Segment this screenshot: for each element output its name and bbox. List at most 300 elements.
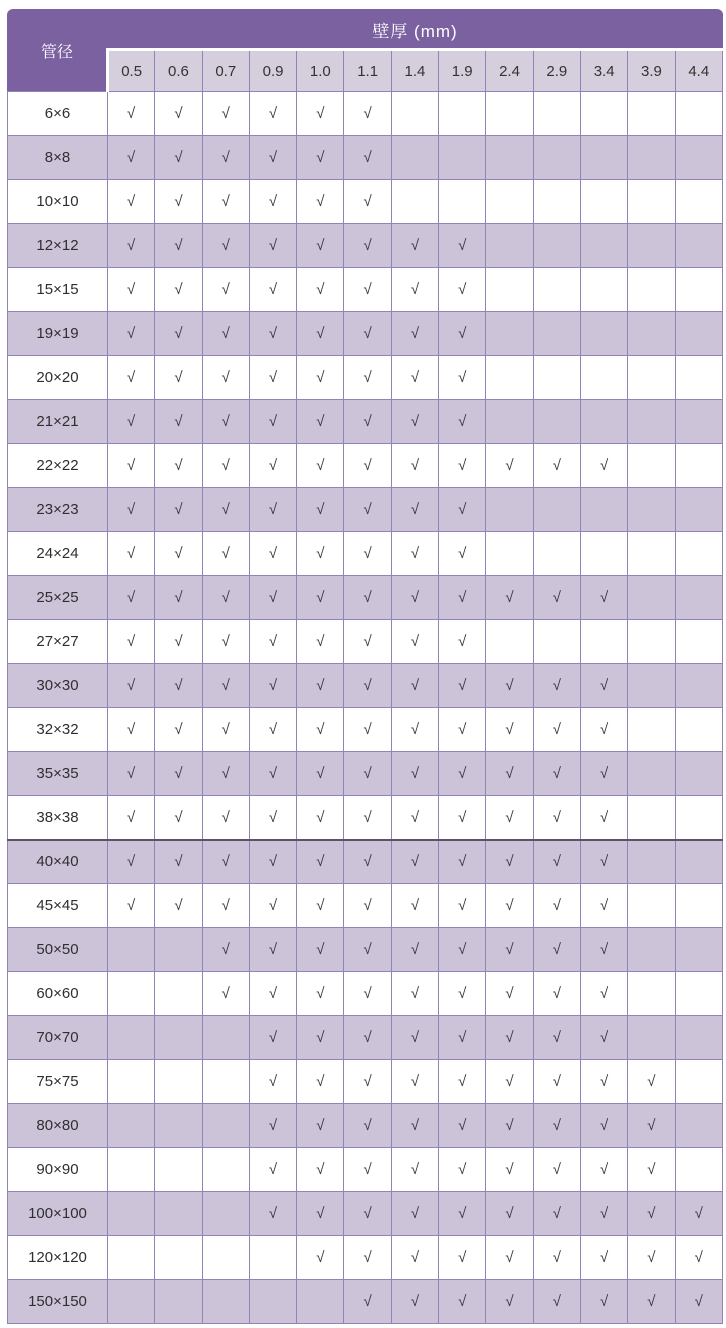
empty-cell xyxy=(391,180,438,224)
empty-cell xyxy=(486,532,533,576)
check-cell: √ xyxy=(580,664,627,708)
check-cell: √ xyxy=(391,752,438,796)
table-row-80x80 xyxy=(8,1104,723,1148)
empty-cell xyxy=(628,532,675,576)
check-cell: √ xyxy=(297,136,344,180)
check-cell: √ xyxy=(297,752,344,796)
check-cell: √ xyxy=(439,928,486,972)
check-cell: √ xyxy=(155,884,202,928)
check-cell: √ xyxy=(155,444,202,488)
check-cell: √ xyxy=(249,488,296,532)
check-cell: √ xyxy=(675,1280,722,1324)
check-cell: √ xyxy=(439,708,486,752)
row-label: 30×30 xyxy=(8,664,108,708)
empty-cell xyxy=(675,444,722,488)
check-cell: √ xyxy=(344,1060,391,1104)
table-row-30x30 xyxy=(8,664,723,708)
check-cell: √ xyxy=(533,444,580,488)
check-cell: √ xyxy=(155,664,202,708)
empty-cell xyxy=(675,664,722,708)
check-cell: √ xyxy=(391,1236,438,1280)
empty-cell xyxy=(202,1192,249,1236)
check-cell: √ xyxy=(297,620,344,664)
empty-cell xyxy=(155,1060,202,1104)
check-cell: √ xyxy=(344,444,391,488)
check-cell: √ xyxy=(486,1060,533,1104)
empty-cell xyxy=(439,180,486,224)
empty-cell xyxy=(108,1236,155,1280)
empty-cell xyxy=(675,928,722,972)
check-cell: √ xyxy=(155,576,202,620)
empty-cell xyxy=(108,1060,155,1104)
check-cell: √ xyxy=(155,532,202,576)
row-label: 75×75 xyxy=(8,1060,108,1104)
check-cell: √ xyxy=(344,576,391,620)
table-row-12x12 xyxy=(8,224,723,268)
check-cell: √ xyxy=(297,664,344,708)
check-cell: √ xyxy=(533,1148,580,1192)
empty-cell xyxy=(628,400,675,444)
empty-cell xyxy=(155,1148,202,1192)
check-cell: √ xyxy=(486,1016,533,1060)
table-row-75x75 xyxy=(8,1060,723,1104)
check-cell: √ xyxy=(202,620,249,664)
check-cell: √ xyxy=(202,92,249,136)
check-cell: √ xyxy=(675,1236,722,1280)
check-cell: √ xyxy=(297,1104,344,1148)
table-row-90x90 xyxy=(8,1148,723,1192)
check-cell: √ xyxy=(249,620,296,664)
check-cell: √ xyxy=(580,796,627,840)
check-cell: √ xyxy=(391,1192,438,1236)
check-cell: √ xyxy=(108,576,155,620)
empty-cell xyxy=(202,1016,249,1060)
check-cell: √ xyxy=(155,356,202,400)
empty-cell xyxy=(108,1192,155,1236)
check-cell: √ xyxy=(297,92,344,136)
check-cell: √ xyxy=(486,1192,533,1236)
empty-cell xyxy=(628,708,675,752)
empty-cell xyxy=(675,796,722,840)
empty-cell xyxy=(486,180,533,224)
empty-cell xyxy=(628,664,675,708)
check-cell: √ xyxy=(439,532,486,576)
empty-cell xyxy=(391,92,438,136)
row-label: 60×60 xyxy=(8,972,108,1016)
check-cell: √ xyxy=(202,928,249,972)
check-cell: √ xyxy=(155,488,202,532)
empty-cell xyxy=(675,1060,722,1104)
check-cell: √ xyxy=(486,444,533,488)
empty-cell xyxy=(675,1104,722,1148)
check-cell: √ xyxy=(391,708,438,752)
empty-cell xyxy=(628,972,675,1016)
check-cell: √ xyxy=(344,356,391,400)
pipe-spec-table-container xyxy=(7,9,723,1324)
check-cell: √ xyxy=(344,400,391,444)
check-cell: √ xyxy=(533,1236,580,1280)
row-label: 32×32 xyxy=(8,708,108,752)
check-cell: √ xyxy=(344,708,391,752)
check-cell: √ xyxy=(249,1192,296,1236)
empty-cell xyxy=(675,752,722,796)
check-cell: √ xyxy=(533,928,580,972)
check-cell: √ xyxy=(486,840,533,884)
check-cell: √ xyxy=(533,840,580,884)
check-cell: √ xyxy=(486,1236,533,1280)
check-cell: √ xyxy=(297,796,344,840)
check-cell: √ xyxy=(249,268,296,312)
check-cell: √ xyxy=(108,180,155,224)
empty-cell xyxy=(580,92,627,136)
check-cell: √ xyxy=(439,840,486,884)
empty-cell xyxy=(580,136,627,180)
check-cell: √ xyxy=(580,708,627,752)
check-cell: √ xyxy=(391,356,438,400)
table-row-40x40 xyxy=(8,840,723,884)
empty-cell xyxy=(533,224,580,268)
empty-cell xyxy=(628,224,675,268)
check-cell: √ xyxy=(439,620,486,664)
row-label: 12×12 xyxy=(8,224,108,268)
check-cell: √ xyxy=(202,532,249,576)
empty-cell xyxy=(580,532,627,576)
check-cell: √ xyxy=(297,708,344,752)
check-cell: √ xyxy=(439,488,486,532)
check-cell: √ xyxy=(249,1060,296,1104)
empty-cell xyxy=(628,1016,675,1060)
empty-cell xyxy=(580,180,627,224)
check-cell: √ xyxy=(486,576,533,620)
check-cell: √ xyxy=(486,708,533,752)
check-cell: √ xyxy=(155,224,202,268)
check-cell: √ xyxy=(297,532,344,576)
check-cell: √ xyxy=(628,1236,675,1280)
col-header-4.4: 4.4 xyxy=(675,50,722,92)
empty-cell xyxy=(155,1280,202,1324)
check-cell: √ xyxy=(439,752,486,796)
check-cell: √ xyxy=(249,180,296,224)
table-row-32x32 xyxy=(8,708,723,752)
check-cell: √ xyxy=(249,1148,296,1192)
check-cell: √ xyxy=(391,664,438,708)
check-cell: √ xyxy=(391,312,438,356)
table-row-25x25 xyxy=(8,576,723,620)
check-cell: √ xyxy=(297,928,344,972)
empty-cell xyxy=(628,136,675,180)
check-cell: √ xyxy=(202,664,249,708)
row-label: 19×19 xyxy=(8,312,108,356)
empty-cell xyxy=(155,928,202,972)
check-cell: √ xyxy=(108,708,155,752)
row-label: 10×10 xyxy=(8,180,108,224)
row-label: 120×120 xyxy=(8,1236,108,1280)
empty-cell xyxy=(486,620,533,664)
col-header-1.4: 1.4 xyxy=(391,50,438,92)
empty-cell xyxy=(675,488,722,532)
empty-cell xyxy=(675,224,722,268)
check-cell: √ xyxy=(249,1104,296,1148)
empty-cell xyxy=(486,356,533,400)
empty-cell xyxy=(202,1060,249,1104)
check-cell: √ xyxy=(297,1060,344,1104)
check-cell: √ xyxy=(344,1016,391,1060)
corner-header-pipe-diameter: 管径 xyxy=(8,10,108,92)
check-cell: √ xyxy=(344,1280,391,1324)
col-header-0.6: 0.6 xyxy=(155,50,202,92)
table-row-60x60 xyxy=(8,972,723,1016)
col-header-0.7: 0.7 xyxy=(202,50,249,92)
check-cell: √ xyxy=(391,224,438,268)
check-cell: √ xyxy=(249,400,296,444)
check-cell: √ xyxy=(344,620,391,664)
check-cell: √ xyxy=(344,1104,391,1148)
row-label: 20×20 xyxy=(8,356,108,400)
check-cell: √ xyxy=(297,444,344,488)
empty-cell xyxy=(391,136,438,180)
check-cell: √ xyxy=(344,884,391,928)
check-cell: √ xyxy=(297,312,344,356)
check-cell: √ xyxy=(202,488,249,532)
check-cell: √ xyxy=(533,576,580,620)
check-cell: √ xyxy=(439,1280,486,1324)
check-cell: √ xyxy=(580,972,627,1016)
row-label: 90×90 xyxy=(8,1148,108,1192)
col-header-1.0: 1.0 xyxy=(297,50,344,92)
empty-cell xyxy=(486,136,533,180)
empty-cell xyxy=(155,1104,202,1148)
check-cell: √ xyxy=(533,664,580,708)
check-cell: √ xyxy=(580,1236,627,1280)
check-cell: √ xyxy=(108,488,155,532)
check-cell: √ xyxy=(202,180,249,224)
check-cell: √ xyxy=(249,884,296,928)
check-cell: √ xyxy=(297,884,344,928)
empty-cell xyxy=(675,708,722,752)
row-label: 8×8 xyxy=(8,136,108,180)
check-cell: √ xyxy=(439,444,486,488)
empty-cell xyxy=(628,92,675,136)
empty-cell xyxy=(249,1280,296,1324)
empty-cell xyxy=(675,400,722,444)
row-label: 21×21 xyxy=(8,400,108,444)
empty-cell xyxy=(675,312,722,356)
check-cell: √ xyxy=(344,752,391,796)
check-cell: √ xyxy=(391,268,438,312)
empty-cell xyxy=(533,400,580,444)
empty-cell xyxy=(675,884,722,928)
table-row-38x38 xyxy=(8,796,723,840)
empty-cell xyxy=(675,1016,722,1060)
check-cell: √ xyxy=(108,312,155,356)
check-cell: √ xyxy=(202,356,249,400)
check-cell: √ xyxy=(439,576,486,620)
empty-cell xyxy=(628,444,675,488)
empty-cell xyxy=(108,1104,155,1148)
empty-cell xyxy=(580,224,627,268)
empty-cell xyxy=(628,928,675,972)
check-cell: √ xyxy=(580,1060,627,1104)
row-label: 23×23 xyxy=(8,488,108,532)
check-cell: √ xyxy=(486,928,533,972)
check-cell: √ xyxy=(249,224,296,268)
check-cell: √ xyxy=(391,532,438,576)
check-cell: √ xyxy=(155,312,202,356)
empty-cell xyxy=(486,312,533,356)
check-cell: √ xyxy=(202,576,249,620)
row-label: 35×35 xyxy=(8,752,108,796)
empty-cell xyxy=(108,1016,155,1060)
check-cell: √ xyxy=(580,752,627,796)
empty-cell xyxy=(533,620,580,664)
table-row-45x45 xyxy=(8,884,723,928)
empty-cell xyxy=(533,532,580,576)
check-cell: √ xyxy=(580,1016,627,1060)
check-cell: √ xyxy=(391,1280,438,1324)
check-cell: √ xyxy=(155,180,202,224)
row-label: 45×45 xyxy=(8,884,108,928)
check-cell: √ xyxy=(249,928,296,972)
check-cell: √ xyxy=(249,840,296,884)
table-row-22x22 xyxy=(8,444,723,488)
check-cell: √ xyxy=(155,840,202,884)
check-cell: √ xyxy=(486,884,533,928)
check-cell: √ xyxy=(249,1016,296,1060)
col-header-1.1: 1.1 xyxy=(344,50,391,92)
check-cell: √ xyxy=(628,1060,675,1104)
table-row-70x70 xyxy=(8,1016,723,1060)
row-label: 27×27 xyxy=(8,620,108,664)
check-cell: √ xyxy=(108,268,155,312)
check-cell: √ xyxy=(391,884,438,928)
check-cell: √ xyxy=(155,796,202,840)
empty-cell xyxy=(202,1148,249,1192)
check-cell: √ xyxy=(108,796,155,840)
empty-cell xyxy=(675,268,722,312)
check-cell: √ xyxy=(439,796,486,840)
empty-cell xyxy=(202,1104,249,1148)
empty-cell xyxy=(580,488,627,532)
empty-cell xyxy=(533,312,580,356)
check-cell: √ xyxy=(533,1060,580,1104)
check-cell: √ xyxy=(580,1104,627,1148)
empty-cell xyxy=(628,488,675,532)
empty-cell xyxy=(155,1016,202,1060)
empty-cell xyxy=(628,884,675,928)
check-cell: √ xyxy=(486,1104,533,1148)
empty-cell xyxy=(533,92,580,136)
check-cell: √ xyxy=(533,796,580,840)
check-cell: √ xyxy=(202,444,249,488)
empty-cell xyxy=(628,752,675,796)
check-cell: √ xyxy=(439,1236,486,1280)
check-cell: √ xyxy=(249,752,296,796)
empty-cell xyxy=(533,268,580,312)
check-cell: √ xyxy=(580,1280,627,1324)
check-cell: √ xyxy=(391,972,438,1016)
row-label: 70×70 xyxy=(8,1016,108,1060)
empty-cell xyxy=(297,1280,344,1324)
group-header-wall-thickness: 壁厚 (mm) xyxy=(108,10,723,50)
check-cell: √ xyxy=(628,1148,675,1192)
row-label: 15×15 xyxy=(8,268,108,312)
check-cell: √ xyxy=(249,136,296,180)
check-cell: √ xyxy=(297,576,344,620)
check-cell: √ xyxy=(580,884,627,928)
check-cell: √ xyxy=(202,224,249,268)
empty-cell xyxy=(202,1236,249,1280)
check-cell: √ xyxy=(108,840,155,884)
check-cell: √ xyxy=(439,1060,486,1104)
check-cell: √ xyxy=(344,532,391,576)
check-cell: √ xyxy=(628,1104,675,1148)
table-row-6x6 xyxy=(8,92,723,136)
check-cell: √ xyxy=(344,312,391,356)
check-cell: √ xyxy=(155,92,202,136)
check-cell: √ xyxy=(297,400,344,444)
check-cell: √ xyxy=(439,1148,486,1192)
check-cell: √ xyxy=(249,312,296,356)
check-cell: √ xyxy=(439,1104,486,1148)
empty-cell xyxy=(580,268,627,312)
empty-cell xyxy=(486,488,533,532)
check-cell: √ xyxy=(580,576,627,620)
row-label: 150×150 xyxy=(8,1280,108,1324)
check-cell: √ xyxy=(344,972,391,1016)
check-cell: √ xyxy=(108,664,155,708)
check-cell: √ xyxy=(297,356,344,400)
empty-cell xyxy=(628,620,675,664)
check-cell: √ xyxy=(533,752,580,796)
check-cell: √ xyxy=(297,488,344,532)
row-label: 100×100 xyxy=(8,1192,108,1236)
row-label: 22×22 xyxy=(8,444,108,488)
row-label: 25×25 xyxy=(8,576,108,620)
empty-cell xyxy=(675,356,722,400)
check-cell: √ xyxy=(297,224,344,268)
check-cell: √ xyxy=(249,972,296,1016)
empty-cell xyxy=(249,1236,296,1280)
row-label: 80×80 xyxy=(8,1104,108,1148)
check-cell: √ xyxy=(439,356,486,400)
check-cell: √ xyxy=(344,796,391,840)
table-row-35x35 xyxy=(8,752,723,796)
check-cell: √ xyxy=(439,224,486,268)
check-cell: √ xyxy=(675,1192,722,1236)
check-cell: √ xyxy=(202,708,249,752)
col-header-2.9: 2.9 xyxy=(533,50,580,92)
check-cell: √ xyxy=(297,1192,344,1236)
check-cell: √ xyxy=(439,1192,486,1236)
empty-cell xyxy=(108,1148,155,1192)
check-cell: √ xyxy=(108,620,155,664)
check-cell: √ xyxy=(344,1236,391,1280)
row-label: 38×38 xyxy=(8,796,108,840)
check-cell: √ xyxy=(249,444,296,488)
check-cell: √ xyxy=(249,576,296,620)
check-cell: √ xyxy=(202,312,249,356)
col-header-0.5: 0.5 xyxy=(108,50,155,92)
table-row-8x8 xyxy=(8,136,723,180)
check-cell: √ xyxy=(202,840,249,884)
check-cell: √ xyxy=(391,1060,438,1104)
check-cell: √ xyxy=(249,92,296,136)
check-cell: √ xyxy=(486,752,533,796)
check-cell: √ xyxy=(439,268,486,312)
empty-cell xyxy=(628,268,675,312)
empty-cell xyxy=(486,92,533,136)
empty-cell xyxy=(580,312,627,356)
